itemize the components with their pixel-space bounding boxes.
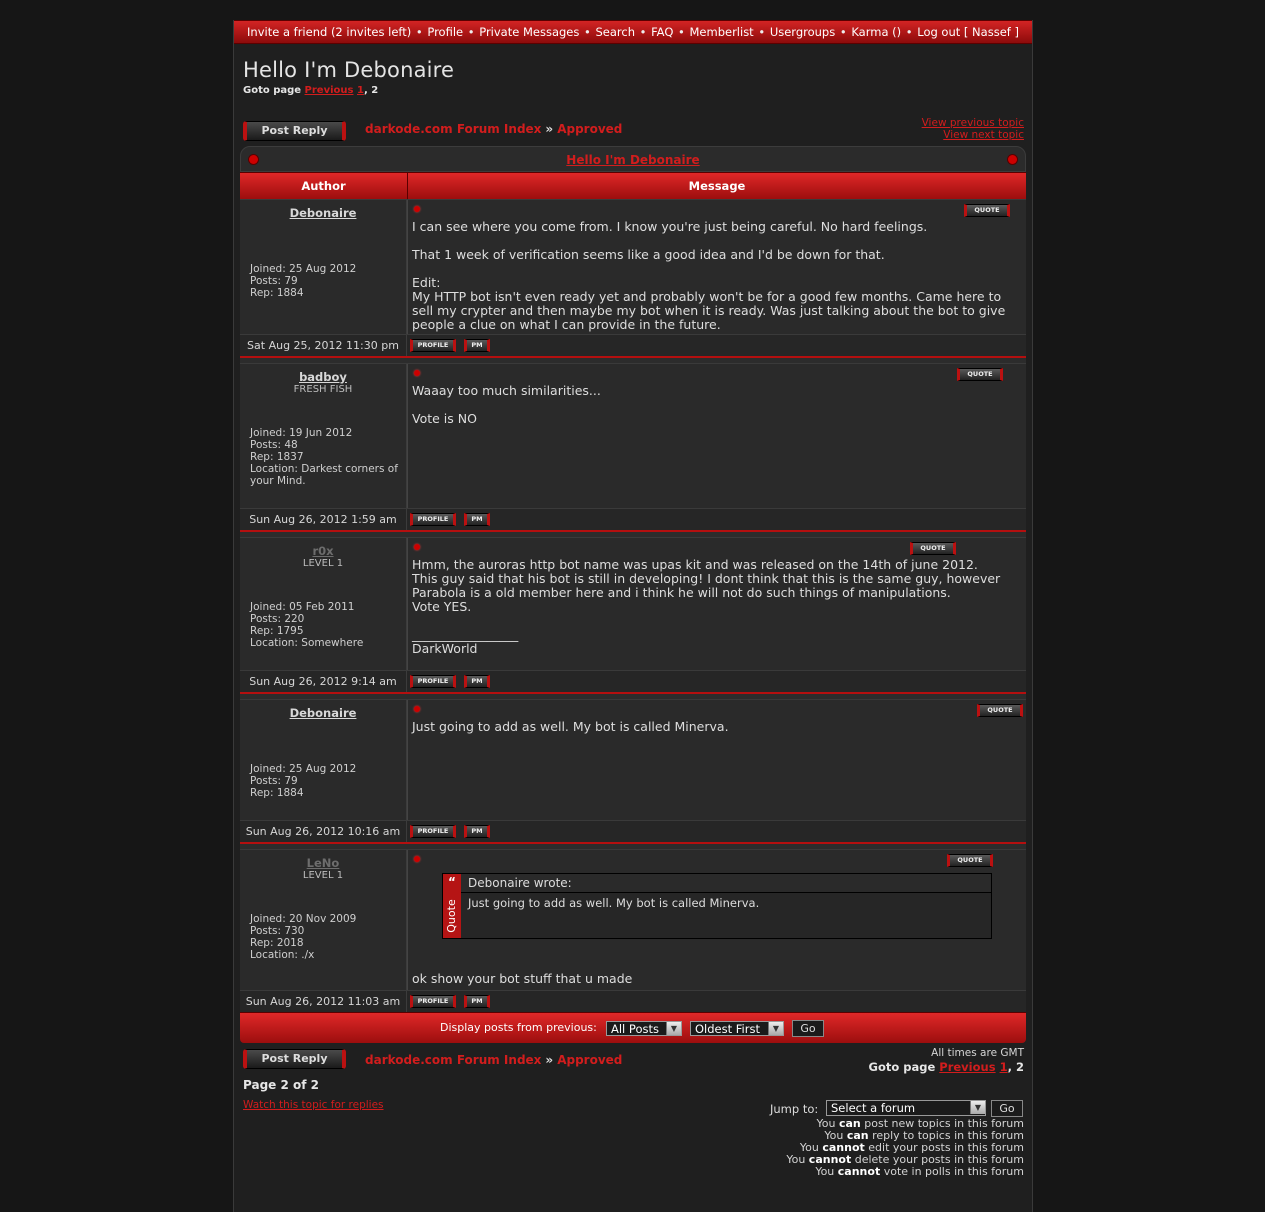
- post-line: My HTTP bot isn't even ready yet and probably won't be for a good few months. Came here to sell my crypter and then maybe my bot when it is ready. Was just talking about the bot to give people a clue on what I can provide in the future.: [412, 289, 1006, 332]
- post-footer: [240, 990, 1026, 1012]
- permission-prefix: You: [799, 1141, 823, 1154]
- post-icon: [414, 706, 420, 712]
- previous-page-link[interactable]: Previous: [939, 1060, 996, 1074]
- watch-topic-link[interactable]: Watch this topic for replies: [243, 1099, 384, 1111]
- post-body: [412, 972, 1016, 986]
- chevron-down-icon: ▼: [970, 1101, 985, 1114]
- permission-strong: cannot: [837, 1165, 881, 1178]
- post-footer-buttons: [407, 509, 1026, 530]
- view-previous-topic-link[interactable]: View previous topic: [921, 117, 1024, 129]
- post-author-panel: [240, 850, 407, 990]
- current-page: 2: [1015, 1060, 1024, 1074]
- quote-button[interactable]: QUOTE: [947, 854, 993, 867]
- nav-separator: •: [678, 25, 685, 39]
- post: [240, 537, 1026, 670]
- display-posts-label: Display posts from previous:: [440, 1021, 597, 1034]
- jump-go-button[interactable]: Go: [991, 1100, 1023, 1117]
- author-posts: Posts: 79: [250, 275, 298, 287]
- post-author-panel: [240, 364, 407, 508]
- pagination-bottom: [869, 1060, 1025, 1074]
- post-line: I can see where you come from. I know you're just being careful. No hard feelings.: [412, 219, 928, 234]
- post-author-name[interactable]: Debonaire: [289, 706, 357, 720]
- titlebar-dot-icon: [249, 155, 258, 164]
- author-rep: Rep: 1837: [250, 451, 304, 463]
- post: [240, 363, 1026, 508]
- display-posts-select[interactable]: [606, 1021, 682, 1036]
- chevron-down-icon: ▼: [666, 1022, 681, 1035]
- post-author-panel: [240, 538, 407, 670]
- topic-nav-links: [922, 117, 1024, 141]
- author-rep: Rep: 1795: [250, 625, 304, 637]
- permission-strong: cannot: [822, 1141, 865, 1154]
- profile-button[interactable]: PROFILE: [410, 995, 456, 1008]
- quote-button[interactable]: QUOTE: [964, 204, 1010, 217]
- permission-suffix: post new topics in this forum: [860, 1117, 1024, 1130]
- nav-separator: •: [639, 25, 647, 39]
- post-separator: [240, 692, 1026, 699]
- post-footer: [240, 820, 1026, 842]
- permission-suffix: vote in polls in this forum: [880, 1165, 1024, 1178]
- page-container: [233, 20, 1033, 1212]
- post-footer-buttons: [407, 335, 1026, 356]
- quote-author: Debonaire wrote:: [461, 874, 991, 893]
- post-date: Sun Aug 26, 2012 10:16 am: [240, 821, 407, 842]
- post-footer: [240, 508, 1026, 530]
- post: [240, 699, 1026, 820]
- author-stats: [250, 601, 398, 649]
- nav-private-messages-link[interactable]: Private Messages: [479, 25, 580, 39]
- jump-to-value: Select a forum: [831, 1101, 916, 1115]
- post-body: [412, 558, 1016, 656]
- post-separator: [240, 842, 1026, 849]
- post-line: Vote YES.: [412, 599, 472, 614]
- display-options-bar: [240, 1012, 1026, 1043]
- breadcrumb-forum-index[interactable]: darkode.com Forum Index: [365, 122, 542, 136]
- post-line: Waaay too much similarities...: [412, 383, 601, 398]
- author-posts: Posts: 220: [250, 613, 305, 625]
- post-message: [407, 700, 1026, 820]
- nav-invite-link[interactable]: Invite a friend (2 invites left): [247, 25, 412, 39]
- chevron-down-icon: ▼: [768, 1022, 783, 1035]
- author-rank: LEVEL 1: [302, 870, 344, 881]
- previous-page-link[interactable]: Previous: [304, 85, 354, 96]
- author-stats: [250, 913, 398, 961]
- author-rep: Rep: 1884: [250, 287, 304, 299]
- post-author-name[interactable]: Debonaire: [289, 206, 357, 220]
- timezone-note: All times are GMT: [931, 1047, 1024, 1059]
- permission-suffix: delete your posts in this forum: [851, 1153, 1024, 1166]
- author-joined: Joined: 25 Aug 2012: [250, 263, 357, 275]
- author-posts: Posts: 79: [250, 775, 298, 787]
- quote-text: Just going to add as well. My bot is called Minerva.: [468, 896, 760, 910]
- author-joined: Joined: 20 Nov 2009: [250, 913, 357, 925]
- permission-suffix: edit your posts in this forum: [864, 1141, 1024, 1154]
- breadcrumb-forum-index[interactable]: darkode.com Forum Index: [365, 1053, 542, 1067]
- goto-label: Goto page: [868, 1060, 936, 1074]
- post-reply-button-bottom[interactable]: Post Reply: [243, 1049, 346, 1069]
- post-message: [407, 538, 1026, 670]
- author-stats: [250, 763, 398, 799]
- permission-prefix: You: [816, 1117, 839, 1130]
- post-date: Sun Aug 26, 2012 11:03 am: [240, 991, 407, 1012]
- nav-separator: •: [467, 25, 475, 39]
- nav-logout-link[interactable]: Log out [ Nassef ]: [917, 25, 1019, 39]
- permission-prefix: You: [786, 1153, 809, 1166]
- nav-faq-link[interactable]: FAQ: [651, 25, 674, 39]
- author-stats: [250, 263, 398, 299]
- quote-block: [442, 873, 992, 939]
- post-icon: [414, 544, 420, 550]
- post-author-panel: [240, 700, 407, 820]
- post-line: Hmm, the auroras http bot name was upas kit and was released on the 14th of june 2012.: [412, 557, 978, 572]
- page-of-label: Page 2 of 2: [243, 1078, 319, 1092]
- permission-suffix: reply to topics in this forum: [868, 1129, 1024, 1142]
- nav-search-link[interactable]: Search: [595, 25, 635, 39]
- permission-prefix: You: [815, 1165, 838, 1178]
- post-separator: [240, 356, 1026, 363]
- post-author-panel: [240, 200, 407, 334]
- quote-button[interactable]: QUOTE: [957, 368, 1003, 381]
- breadcrumb-separator: »: [545, 1053, 554, 1067]
- permission-line: [786, 1166, 1024, 1178]
- signature: DarkWorld: [412, 641, 478, 656]
- display-posts-value: All Posts: [611, 1022, 659, 1036]
- post-footer-buttons: [407, 671, 1026, 692]
- topic-table-titlebar: [240, 146, 1026, 172]
- author-joined: Joined: 19 Jun 2012: [250, 427, 353, 439]
- breadcrumb-approved[interactable]: Approved: [557, 122, 623, 136]
- page-comma: ,: [363, 85, 368, 96]
- post-body: [412, 220, 1016, 332]
- author-rank: LEVEL 1: [302, 558, 344, 569]
- titlebar-dot-icon: [1008, 155, 1017, 164]
- post-icon: [414, 856, 420, 862]
- post-date: Sun Aug 26, 2012 1:59 am: [240, 509, 407, 530]
- post-line: ok show your bot stuff that u made: [412, 971, 633, 986]
- nav-separator: •: [905, 25, 913, 39]
- author-posts: Posts: 730: [250, 925, 305, 937]
- author-location: Location: ./x: [250, 949, 315, 961]
- table-header: [240, 172, 1026, 199]
- quote-label: Quote: [445, 899, 458, 933]
- author-stats: [250, 427, 398, 487]
- nav-profile-link[interactable]: Profile: [427, 25, 464, 39]
- page-comma: ,: [1007, 1060, 1012, 1074]
- post-author-name[interactable]: LeNo: [306, 856, 340, 870]
- post-line: [412, 398, 1016, 412]
- post-line: Edit:: [412, 275, 441, 290]
- display-go-button[interactable]: Go: [792, 1020, 824, 1037]
- goto-label: Goto page: [243, 85, 302, 96]
- post-line: [412, 234, 1016, 248]
- pagination-top: [243, 85, 378, 96]
- permission-strong: can: [838, 1117, 861, 1130]
- jump-to-select[interactable]: [826, 1100, 986, 1116]
- post-footer-buttons: [407, 821, 1026, 842]
- author-posts: Posts: 48: [250, 439, 298, 451]
- nav-usergroups-link[interactable]: Usergroups: [769, 25, 836, 39]
- current-page: 2: [371, 85, 379, 96]
- post-body: [412, 720, 1016, 734]
- post-date: Sat Aug 25, 2012 11:30 pm: [240, 335, 407, 356]
- nav-karma-link[interactable]: Karma (): [851, 25, 902, 39]
- post-message: [407, 850, 1026, 990]
- view-next-topic-link[interactable]: View next topic: [943, 129, 1024, 141]
- post-reply-button[interactable]: Post Reply: [243, 121, 346, 141]
- post-line: Vote is NO: [412, 411, 477, 426]
- post-line: That 1 week of verification seems like a good idea and I'd be down for that.: [412, 247, 885, 262]
- post-footer: [240, 334, 1026, 356]
- post-footer: [240, 670, 1026, 692]
- post-author-name[interactable]: badboy: [299, 370, 347, 384]
- permission-prefix: You: [824, 1129, 847, 1142]
- sort-order-select[interactable]: [690, 1021, 784, 1036]
- breadcrumb-separator: »: [545, 122, 554, 136]
- post: [240, 199, 1026, 334]
- post-icon: [414, 370, 420, 376]
- nav-separator: •: [758, 25, 766, 39]
- page-1-link[interactable]: 1: [356, 85, 364, 96]
- author-column-header: Author: [240, 173, 408, 199]
- message-column-header: Message: [688, 179, 746, 193]
- page-1-link[interactable]: 1: [999, 1060, 1008, 1074]
- profile-button[interactable]: PROFILE: [410, 675, 456, 688]
- pm-button[interactable]: PM: [464, 513, 490, 526]
- topic-table: [240, 146, 1026, 1043]
- jump-to-label: Jump to:: [770, 1102, 819, 1116]
- post-line: This guy said that his bot is still in developing! I dont think that this is the same guy, however Parabola is a old member here and i think he will not do such things of manipulations.: [412, 571, 1001, 600]
- quote-mark-icon: “: [448, 875, 456, 889]
- post-separator: [240, 530, 1026, 537]
- author-location: Location: Somewhere: [250, 637, 364, 649]
- author-rep: Rep: 2018: [250, 937, 304, 949]
- pm-button[interactable]: PM: [464, 825, 490, 838]
- author-rep: Rep: 1884: [250, 787, 304, 799]
- post-author-name[interactable]: r0x: [312, 544, 334, 558]
- quote-button[interactable]: QUOTE: [910, 542, 956, 555]
- quote-button[interactable]: QUOTE: [977, 704, 1023, 717]
- permission-strong: can: [846, 1129, 869, 1142]
- top-nav-bar: [234, 20, 1032, 44]
- nav-separator: •: [584, 25, 591, 39]
- permission-strong: cannot: [808, 1153, 852, 1166]
- author-rank: FRESH FISH: [293, 384, 353, 395]
- post-footer-buttons: [407, 991, 1026, 1012]
- nav-separator: •: [839, 25, 847, 39]
- post-line: Just going to add as well. My bot is called Minerva.: [412, 719, 729, 734]
- author-location: Location: Darkest corners of your Mind.: [250, 463, 398, 487]
- author-joined: Joined: 25 Aug 2012: [250, 763, 357, 775]
- profile-button[interactable]: PROFILE: [410, 339, 456, 352]
- profile-button[interactable]: PROFILE: [410, 825, 456, 838]
- table-topic-title-link[interactable]: Hello I'm Debonaire: [566, 153, 700, 167]
- post-date: Sun Aug 26, 2012 9:14 am: [240, 671, 407, 692]
- post-icon: [414, 206, 420, 212]
- post: [240, 849, 1026, 990]
- pm-button[interactable]: PM: [464, 995, 490, 1008]
- pm-button[interactable]: PM: [464, 675, 490, 688]
- breadcrumb-approved[interactable]: Approved: [557, 1053, 623, 1067]
- topic-title[interactable]: Hello I'm Debonaire: [243, 58, 455, 82]
- author-joined: Joined: 05 Feb 2011: [250, 601, 355, 613]
- post-message: [407, 364, 1026, 508]
- sort-order-value: Oldest First: [695, 1022, 760, 1036]
- nav-memberlist-link[interactable]: Memberlist: [689, 25, 754, 39]
- quote-strip: [443, 874, 461, 938]
- breadcrumb: [365, 122, 622, 136]
- profile-button[interactable]: PROFILE: [410, 513, 456, 526]
- post-line: [412, 262, 1016, 276]
- breadcrumb-bottom: [365, 1053, 622, 1067]
- nav-separator: •: [415, 25, 423, 39]
- signature-rule: _________________: [412, 627, 519, 642]
- post-body: [412, 384, 1016, 426]
- post-message: [407, 200, 1026, 334]
- forum-permissions: [786, 1118, 1024, 1178]
- pm-button[interactable]: PM: [464, 339, 490, 352]
